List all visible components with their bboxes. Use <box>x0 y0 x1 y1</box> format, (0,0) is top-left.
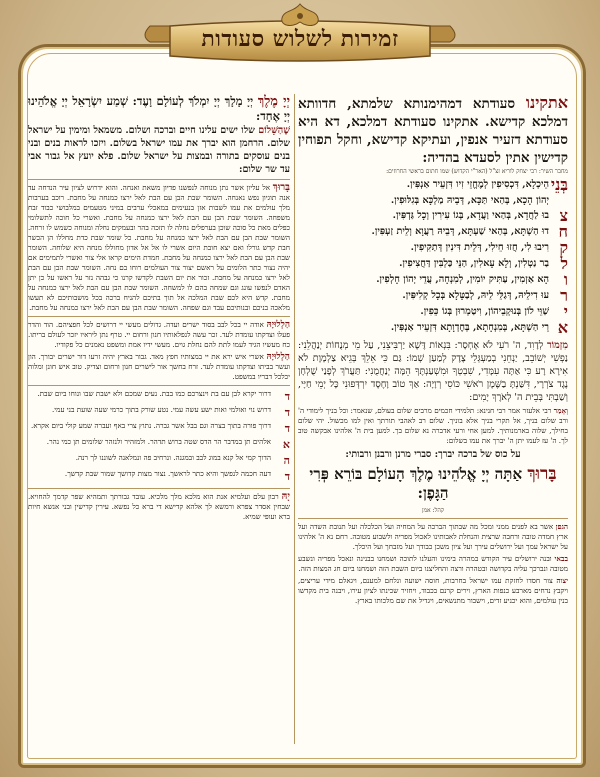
yetzav-paragraph: יצוה צור חסדו לחזקת עמו ישראל בחרבות, חוסה ישועה ונלחם למענם, ויגאלם מידי עריצים, ויקבץ נדחים מארבע כנפות הארץ, וירים קרנם בכבוד, ויחזיר שכינתו לציון עירו, ויבנה בית מקדשו בנין עולמים, והוא יכניע זדים, וישבור מתנשאים, ויגדיל את שם מלכותו בארץ. <box>298 576 569 605</box>
opening-lead-word: אתקינו <box>525 93 568 112</box>
section-rule <box>28 488 290 489</box>
verse-line: י שַׁוֵּי לוֹן בְּנוּקְבֵיהוֹן, וִיטַמְרוּן בְּגוֹ כֵּפִין. <box>420 302 568 321</box>
blessing-note: קהל: אמן <box>421 507 445 514</box>
shehashalom-paragraph: שֶׁהַשָּׁלוֹם שלו ישים עלינו חיים וברכה ושלום. משמאל ומימין על ישראל שלום. הרחמן הוא יברך את עמו ישראל בשלום. ויזכו לראות בנים ובני בנים עוסקים בתורה ובמצות על ישראל שלום. פלא יועץ אל גבור אבי עד שר שלום: <box>28 125 290 175</box>
column-divider <box>294 94 295 744</box>
yah-ribon-paragraph: יָהּ רבון עלם ועלמיא אנת הוא מלכא מלך מלכיא. עובד גבורתך ותמהיא שפר קדמך להחויא. שבחין אסדר צפרא ורמשא לך אלהא קדישא די ברא כל נפשא. עירין קדישין ובני אנשא חיות ברא ועופי שמיא. <box>28 491 290 521</box>
verse-line: ח דוּ הַשְׁתָּא, בְּהַאי שַׁעְתָּא, דְּבֵיהּ רַעֲוָא וְלֵית זַעְפִּין. <box>371 222 568 241</box>
opening-paragraph <box>298 94 568 167</box>
verse-line: ק רִיבוּ לִי, חֲזוּ חֵילִי, דְּלֵית דִּינִין דְּתַקִּיפִין. <box>410 238 568 257</box>
bvoi-paragraph: בבאי ובנה ירושלים עיר הקודש במהרה בימינו והעלנו לתוכה ושמחנו בבנינה ונאכל מפריה ונשבע מטובה ונברכך עליה בקדושה ובטהרה ורצה והחליצנו ביום השבת הזה ושמחנו ביום חג המצות הזה. <box>298 554 568 573</box>
kiddush-blessing: בָּרוּךְ אַתָּה יְיָ אֱלֹהֵינוּ מֶלֶךְ הָעוֹלָם בּוֹרֵא פְּרִי הַגָּפֶן: <box>309 464 557 502</box>
author-note: מחבר השיר: רבי יצחק לוריא זצ"ל (האר"י הקדוש) שמו חתום בראשי החרוזים: <box>386 168 568 175</box>
hagafen-paragraph: הגפן אשר בא לפנים ממני ומכל מה שבתוך הברכה על המחיה ועל הכלכלה ועל תנובת השדה ועל ארץ חמדה טובה ורחבה שרצית והנחלת לאבותינו לאכול מפריה ולשבוע מטובה. רחם נא ה' אלהינו על ישראל עמך ועל ירושלים עירך ועל ציון משכן כבודך ועל מזבחך ועל היכלך. <box>298 522 568 551</box>
verse-line: ד דרוך פורה בתוך בצרה וגם בבל אשר גברה. נתוץ צרי באף ועברה שמע קולי ביום אקרא. <box>30 421 290 435</box>
section-rule <box>28 316 290 317</box>
verse-line: א רֵי הַשְׁתָּא, בְּמִנְחָתָא, בְּחֶדְוָתָא דִּזְעֵיר אַנְפִּין. <box>390 318 568 337</box>
verse-line: א אלהים תן במדבר הר הדס שטה ברוש תדהר. ולמזהיר ולנזהר שלומים תן כמי נהר. <box>46 437 290 451</box>
verse-line: ד דעה חכמה לנפשך והיא כתר לראשך. נצור מצות קדושך שמור שבת קדשך. <box>64 469 290 483</box>
verse-line: ד דרוש נוי ואולמי ואות ישע עשה עמי. נטע שורק בתוך כרמי שעה שועת בני עמי. <box>52 405 290 419</box>
page-title: זמירות לשלוש סעודות <box>201 26 399 52</box>
section-rule <box>28 179 290 180</box>
verse-line: ל בַר נַטְלִין, וְלָא עָאלִין, הַנֵּי כַּלְבִּין דַּחֲצִיפִין. <box>399 254 568 273</box>
verse-line: ר עוּ דִילֵיהּ, דְּגַלֵּי לֵיהּ, לְבַטָּלָא בְּכָל קְלִיפִּין. <box>402 286 568 305</box>
acrostic-verses <box>298 177 568 336</box>
left-column <box>28 94 290 524</box>
mizmor-paragraph: מִזְמוֹר לְדָוִד, ה' רֹעִי לֹא אֶחְסָר: בִּנְאוֹת דֶּשֶׁא יַרְבִּיצֵנִי, עַל מֵי מְנֻחוֹת יְנַהֲלֵנִי: נַפְשִׁי יְשׁוֹבֵב, יַנְחֵנִי בְמַעְגְּלֵי צֶדֶק לְמַעַן שְׁמוֹ: גַּם כִּי אֵלֵךְ בְּגֵיא צַלְמָוֶת לֹא אִירָא רָע כִּי אַתָּה עִמָּדִי, שִׁבְטְךָ וּמִשְׁעַנְתֶּךָ הֵמָּה יְנַחֲמֻנִי: תַּעֲרֹךְ לְפָנַי שֻׁלְחָן נֶגֶד צֹרְרָי, דִּשַּׁנְתָּ בַשֶּׁמֶן רֹאשִׁי כּוֹסִי רְוָיָה: אַךְ טוֹב וָחֶסֶד יִרְדְּפוּנִי כָּל יְמֵי חַיָּי, וְשַׁבְתִּי בְּבֵית ה' לְאֹרֶךְ יָמִים: <box>298 340 568 403</box>
dror-yikra-verses <box>28 389 290 485</box>
halleluyah-paragraph-1: הַלְלוּיָהּ אודה יי בכל לבב בסוד ישרים ועדה. גדולים מעשי יי דרושים לכל חפציהם. הוד והדר פעלו וצדקתו עומדת לעד. זכר עשה לנפלאותיו חנון ורחום יי. טרף נתן ליראיו יזכר לעולם בריתו. כח מעשיו הגיד לעמו לתת להם נחלת גוים. מעשי ידיו אמת ומשפט נאמנים כל פקודיו. <box>28 320 290 349</box>
veamar-paragraph: וְאָמַר רבי אלעזר אמר רבי חנינא: תלמידי חכמים מרבים שלום בעולם, שנאמר: וכל בניך לימודי ה' ורב שלום בניך, אל תקרי בניך אלא בוניך. שלום רב לאהבי תורתך ואין למו מכשול. יהי שלום בחילך, שלוה בארמנותיך. למען אחי ורעי אדברה נא שלום בך. למען בית ה' אלהינו אבקשה טוב לך. ה' עז לעמו יתן ה' יברך את עמו בשלום: <box>298 406 568 445</box>
verse-line: בְּנֵי הֵיכְלָא, דִּכְסִיפִין לְמֶחֱזֵי זִיו דִּזְעֵיר אַנְפִּין. <box>406 175 568 194</box>
opening-text: סעודתא דמהימנותא שלמתא, חדוותא דמלכא קדישא. אתקינו סעודתא דמלכא, דא היא סעודתא דזעיר אנפין, ועתיקא קדישא, וחקל תפוחין קדישין אתין לסעדא בהדיה: <box>298 96 568 166</box>
baruch-kel-elyon-paragraph: בָּרוּךְ אל עליון אשר נתן מנוחה לנפשנו פדיון משאת ואנחה. והוא ידרוש לציון עיר הנדחה עד אנה תוגיון נפש נאנחה. השומר שבת הבן עם הבת לאל ירצו כמנחה על מחבת. רוכב בערבות מלך עולמים את עמו לשבות אזן בנעימים במאכלי ערבים במיני מטעמים במלבושי כבוד זבח משפחה. השומר שבת הבן עם הבת לאל ירצו כמנחה על מחבת. ואשרי כל חוכה לתשלומי כפלים מאת כל סוכה שוכן בערפלים נחלה לו תזכה בהר ובעמקים נחלה ומנוחה כשמש לו זרחה. השומר שבת הבן עם הבת לאל ירצו כמנחה על מחבת. כל שומר שבת כדת מחללו הן הכשר חבת קדש גורלו ואם יצא חובת היום אשרי לו אל אל אדון מחוללו מנחה היא שלוחה. השומר שבת הבן עם הבת לאל ירצו כמנחה על מחבת. חמדת הימים קראו אלי צור ואשרי לתמימים אם יהיה נצור כתר הלומים על ראשם יצור צור העולמים רוחו בם נחה. השומר שבת הבן עם הבת לאל ירצו כמנחה על מחבת. זכור את יום השבת לקדשו קרנו כי גבהה נזר על ראשו על כן יתן האדם לנפשו עונג וגם שמחה בהם לו למשחה. השומר שבת הבן עם הבת לאל ירצו כמנחה על מחבת. קדש היא לכם שבת המלכה אל תוך בתיכם להניח ברכה בכל מושבותיכם לא תעשו מלאכה בניכם ובנותיכם עבד וגם שפחה. השומר שבת הבן עם הבת לאל ירצו כמנחה על מחבת. <box>28 182 290 312</box>
halleluyah-paragraph-2: הַלְלוּיָהּ אשרי איש ירא את יי במצותיו חפץ מאד. גבור בארץ יהיה זרעו דור ישרים יבורך. הון ועשר בביתו וצדקתו עומדת לעד. זרח בחשך אור לישרים חנון ורחום וצדיק. טוב איש חונן ומלוה יכלכל דבריו במשפט. <box>28 352 290 381</box>
verse-line: צ בוּ לַחֲדָא, בְּהַאי וַעֲדָא, בְּגוֹ עִירִין וְכָל גַּדְפִּין. <box>392 206 568 225</box>
section-rule <box>28 385 290 386</box>
left-top-paragraph: יְיָ מֶלֶךְ יְיָ מָלָךְ יְיָ יִמְלֹךְ לְעוֹלָם וָעֶד: שְׁמַע יִשְׂרָאֵל יְיָ אֱלֹהֵינוּ יְיָ אֶחָד: <box>28 94 290 123</box>
section-rule <box>298 518 568 519</box>
verse-line: ה הדוך קמי אל קנא במוג לבב ובמגנה. ונרחיב פה ונמלאנה לשוננו לך רנה. <box>75 453 290 467</box>
verse-line: ד דרור יקרא לבן עם בת וינצרכם כמו בבת. נעים שמכם ולא ישבת שבו ונוחו ביום שבת. <box>37 389 290 403</box>
verse-line: ו הָא אַזְמִין, עַתִּיק יוֹמִין, לְמִנְחָה, עֲדֵי יְהוֹן חָלְפִין. <box>376 270 568 289</box>
crown-ornament-icon <box>276 2 324 30</box>
verse-line: יְהוֹן הָכָא, בְּהַאי תַּכָּא, דְּבֵיהּ מַלְכָּא בְּגִלּוּפִין. <box>390 195 549 206</box>
right-column <box>298 94 568 608</box>
savri-line: על כוס של ברכה יברך: סברי מרנן ורבנן ורבותי: <box>345 449 521 460</box>
